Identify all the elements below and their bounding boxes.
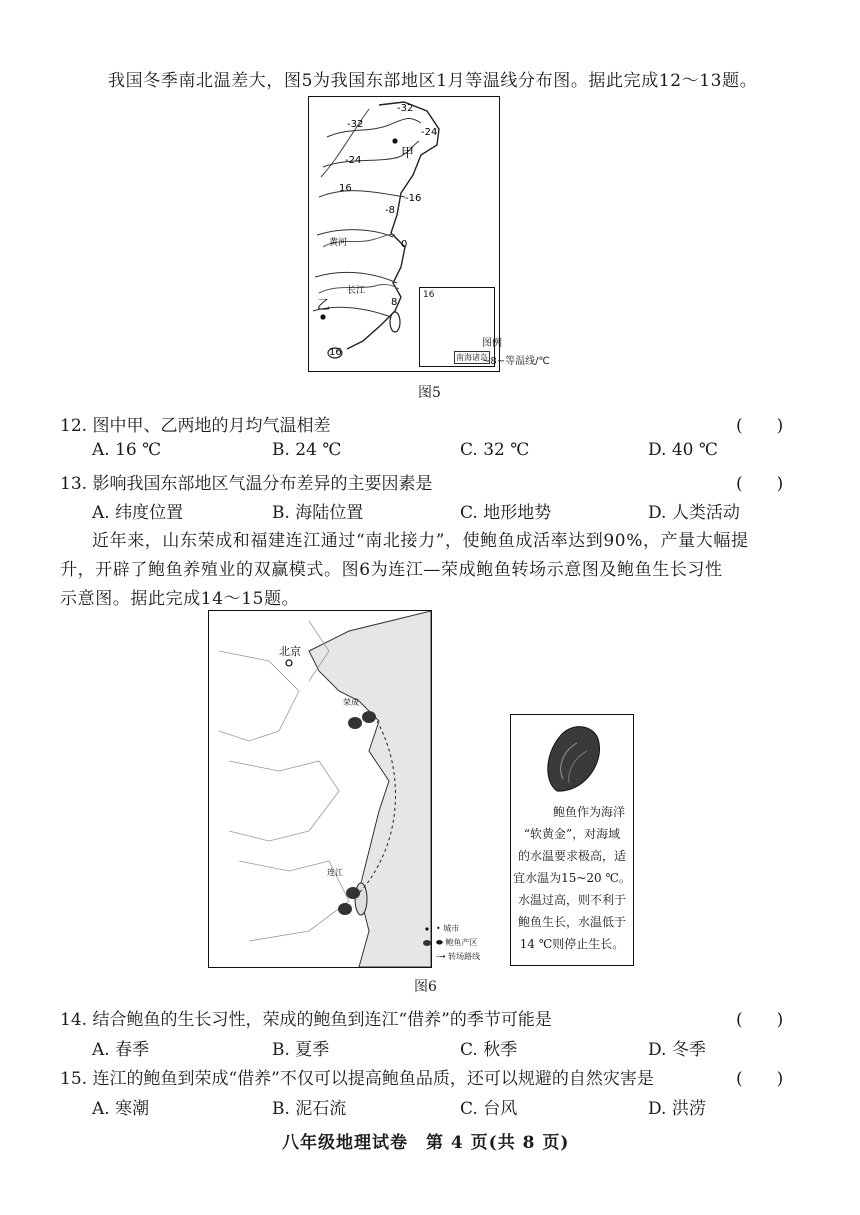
isotherm-line <box>315 272 397 283</box>
taiwan-island <box>390 312 400 332</box>
option-c: C. 地形地势 <box>460 503 552 523</box>
label-isotherm: -16 <box>405 193 422 204</box>
abalone-icon <box>537 721 607 799</box>
legend-city: • 城市 <box>436 924 460 933</box>
label-yangtze: 长江 <box>347 286 366 296</box>
answer-bracket: ( ) <box>736 1069 784 1089</box>
label-yi: 乙 <box>317 298 331 313</box>
option-c: C. 台风 <box>460 1099 518 1119</box>
city-beijing-marker <box>286 660 292 666</box>
question-12-stem: 12. 图中甲、乙两地的月均气温相差 <box>60 416 331 436</box>
page-footer: 八年级地理试卷 第 4 页(共 8 页) <box>282 1133 570 1153</box>
isotherm-line <box>327 119 421 137</box>
figure-6-caption: 图6 <box>414 979 437 995</box>
label-isotherm: -8 <box>385 205 395 216</box>
option-d: D. 洪涝 <box>648 1099 706 1119</box>
option-a: A. 寒潮 <box>92 1099 150 1119</box>
label-beijing: 北京 <box>279 645 301 658</box>
legend-abalone: ⬬ 鲍鱼产区 <box>436 938 478 947</box>
intro-paragraph-1: 我国冬季南北温差大，图5为我国东部地区1月等温线分布图。据此完成12～13题。 <box>108 71 758 91</box>
legend-route: -→ 转场路线 <box>436 952 481 961</box>
label-yellow-river: 黄河 <box>329 238 348 248</box>
legend-city-symbol <box>425 927 428 930</box>
option-a: A. 春季 <box>92 1040 150 1060</box>
info-line: 的水温要求极高，适 <box>517 849 626 863</box>
inset-isotherm-label: 16 <box>423 290 435 300</box>
taiwan-island <box>355 883 367 915</box>
label-isotherm: -24 <box>345 155 362 166</box>
abalone-area-lianjiang <box>346 887 360 899</box>
info-line: 宜水温为15~20 ℃。 <box>513 871 631 885</box>
label-lianjiang: 连江 <box>327 868 343 877</box>
abalone-area-rongcheng <box>362 711 376 723</box>
label-jia: 甲 <box>401 146 415 161</box>
fig5-legend-item: ~8~等温线/℃ <box>482 356 550 367</box>
info-line: “软黄金”，对海域 <box>523 827 621 841</box>
option-d: D. 冬季 <box>648 1040 706 1060</box>
point-jia <box>392 138 397 143</box>
answer-bracket: ( ) <box>736 474 784 494</box>
abalone-area-lianjiang <box>338 903 352 915</box>
option-a: A. 16 ℃ <box>92 440 162 460</box>
figure-5-caption: 图5 <box>418 385 441 401</box>
option-b: B. 海陆位置 <box>272 503 364 523</box>
question-15-stem: 15. 连江的鲍鱼到荣成“借养”不仅可以提高鲍鱼品质，还可以规避的自然灾害是 <box>60 1069 654 1089</box>
fig6-legend <box>436 922 480 964</box>
question-13-stem: 13. 影响我国东部地区气温分布差异的主要因素是 <box>60 474 433 494</box>
intro-paragraph-2-line-1: 近年来，山东荣成和福建连江通过“南北接力”，使鲍鱼成活率达到90%，产量大幅提 <box>92 531 749 551</box>
option-b: B. 24 ℃ <box>272 440 342 460</box>
abalone-area-rongcheng <box>348 717 362 729</box>
info-line: 14 ℃则停止生长。 <box>519 937 625 951</box>
point-yi <box>320 314 325 319</box>
label-rongcheng: 荣成 <box>343 698 359 707</box>
info-line: 鲍鱼生长，水温低于 <box>517 915 626 929</box>
figure-6-map <box>208 610 432 968</box>
legend-abalone-symbol <box>423 940 431 946</box>
inset-title: 南海诸岛 <box>456 353 488 362</box>
info-line: 水温过高，则不利于 <box>517 893 626 907</box>
figure-5-map <box>308 96 500 372</box>
label-isotherm: -32 <box>347 119 364 130</box>
isotherm-line <box>319 191 405 197</box>
label-isotherm: 0 <box>401 239 408 250</box>
option-a: A. 纬度位置 <box>92 503 184 523</box>
option-b: B. 泥石流 <box>272 1099 347 1119</box>
fig5-legend-title: 图例 <box>482 338 502 349</box>
option-d: D. 人类活动 <box>648 503 740 523</box>
label-isotherm: 16 <box>329 347 342 358</box>
answer-bracket: ( ) <box>736 416 784 436</box>
option-b: B. 夏季 <box>272 1040 330 1060</box>
label-isotherm: -24 <box>421 127 438 138</box>
abalone-info-box <box>510 714 634 966</box>
info-line: 鲍鱼作为海洋 <box>552 805 625 819</box>
option-c: C. 秋季 <box>460 1040 518 1060</box>
option-d: D. 40 ℃ <box>648 440 718 460</box>
intro-paragraph-2-line-2: 升，开辟了鲍鱼养殖业的双赢模式。图6为连江—荣成鲍鱼转场示意图及鲍鱼生长习性 <box>60 560 723 580</box>
sea-area <box>309 611 431 967</box>
intro-paragraph-2-line-3: 示意图。据此完成14～15题。 <box>60 589 300 609</box>
label-isotherm: 16 <box>339 183 352 194</box>
label-isotherm: -32 <box>397 103 414 114</box>
province-border <box>229 761 339 841</box>
answer-bracket: ( ) <box>736 1010 784 1030</box>
abalone-map-svg <box>209 611 431 967</box>
isotherm-line <box>317 230 393 237</box>
option-c: C. 32 ℃ <box>460 440 530 460</box>
question-14-stem: 14. 结合鲍鱼的生长习性，荣成的鲍鱼到连江“借养”的季节可能是 <box>60 1010 552 1030</box>
label-isotherm: 8 <box>391 297 398 308</box>
